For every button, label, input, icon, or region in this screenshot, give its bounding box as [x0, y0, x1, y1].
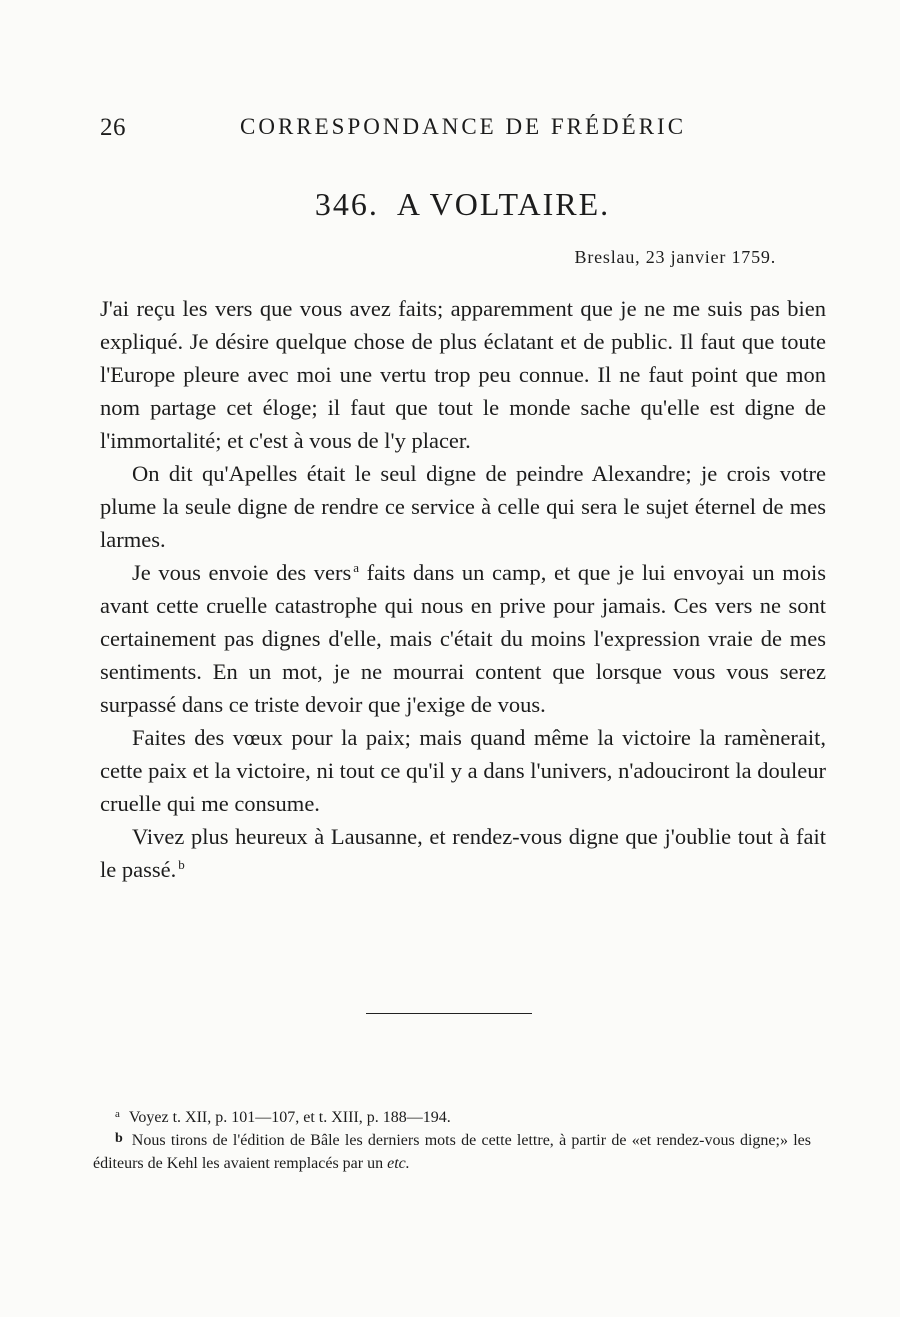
letter-heading — [0, 186, 900, 223]
running-title: CORRESPONDANCE DE FRÉDÉRIC — [240, 114, 687, 139]
footnote-a-text: Voyez t. XII, p. 101—107, et t. XIII, p. 188—194. — [128, 1109, 451, 1126]
page-header — [100, 114, 730, 146]
letter-number: 346. — [314, 186, 379, 222]
paragraph-2: On dit qu'Apelles était le seul digne de peindre Alexandre; je crois votre plume la seule digne de rendre ce service à celle qui sera le sujet éternel de mes larmes. — [100, 461, 826, 552]
footnote-b-etc: etc. — [387, 1155, 410, 1172]
footnote-ref-a: a — [353, 560, 360, 575]
footnote-b — [93, 1129, 811, 1175]
footnote-b-mark: b — [115, 1131, 123, 1146]
paragraph-4: Faites des vœux pour la paix; mais quand même la victoire la ramènerait, cette paix et la victoire, ni tout ce qu'il y a dans l'univers, n'adouciront la douleur cruelle qui me consume. — [100, 725, 826, 816]
letter-title: A VOLTAIRE. — [396, 186, 611, 222]
paragraph-3-text-start: Je vous envoie des vers — [132, 560, 352, 585]
section-divider — [366, 1013, 532, 1014]
paragraph-5-text: Vivez plus heureux à Lausanne, et rendez-vous digne que j'oublie tout à fait le passé. — [100, 824, 826, 882]
paragraph-1: J'ai reçu les vers que vous avez faits; apparemment que je ne me suis pas bien expliqué. Je désire quelque chose de plus éclatant et de public. Il faut que toute l'Europe pleure avec moi une vertu trop peu connue. Il ne faut point que mon nom partage cet éloge; il faut que tout le monde sache qu'elle est digne de l'immortalité; et c'est à vous de l'y placer. — [100, 296, 826, 453]
footnote-b-text: Nous tirons de l'édition de Bâle les derniers mots de cette lettre, à partir de «et rendez-vous digne;» les éditeurs de Kehl les avaient remplacés par un — [93, 1132, 811, 1172]
letter-dateline: Breslau, 23 janvier 1759. — [574, 247, 776, 267]
letter-body — [100, 292, 826, 886]
footnotes — [93, 1106, 811, 1175]
footnote-a-mark: a — [115, 1108, 120, 1120]
paragraph-5 — [100, 820, 826, 886]
paragraph-3 — [100, 556, 826, 721]
page-number: 26 — [100, 114, 126, 141]
footnote-ref-b: b — [178, 857, 185, 872]
footnote-a — [93, 1106, 811, 1129]
paragraph-3-text-end: faits dans un camp, et que je lui envoyai un mois avant cette cruelle catastrophe qui nous en prive pour jamais. Ces vers ne sont certainement pas dignes d'elle, mais c'était du moins l'expression vraie de mes sentiments. En un mot, je ne mourrai content que lorsque vous vous serez surpassé dans ce triste devoir que j'exige de vous. — [100, 560, 826, 717]
